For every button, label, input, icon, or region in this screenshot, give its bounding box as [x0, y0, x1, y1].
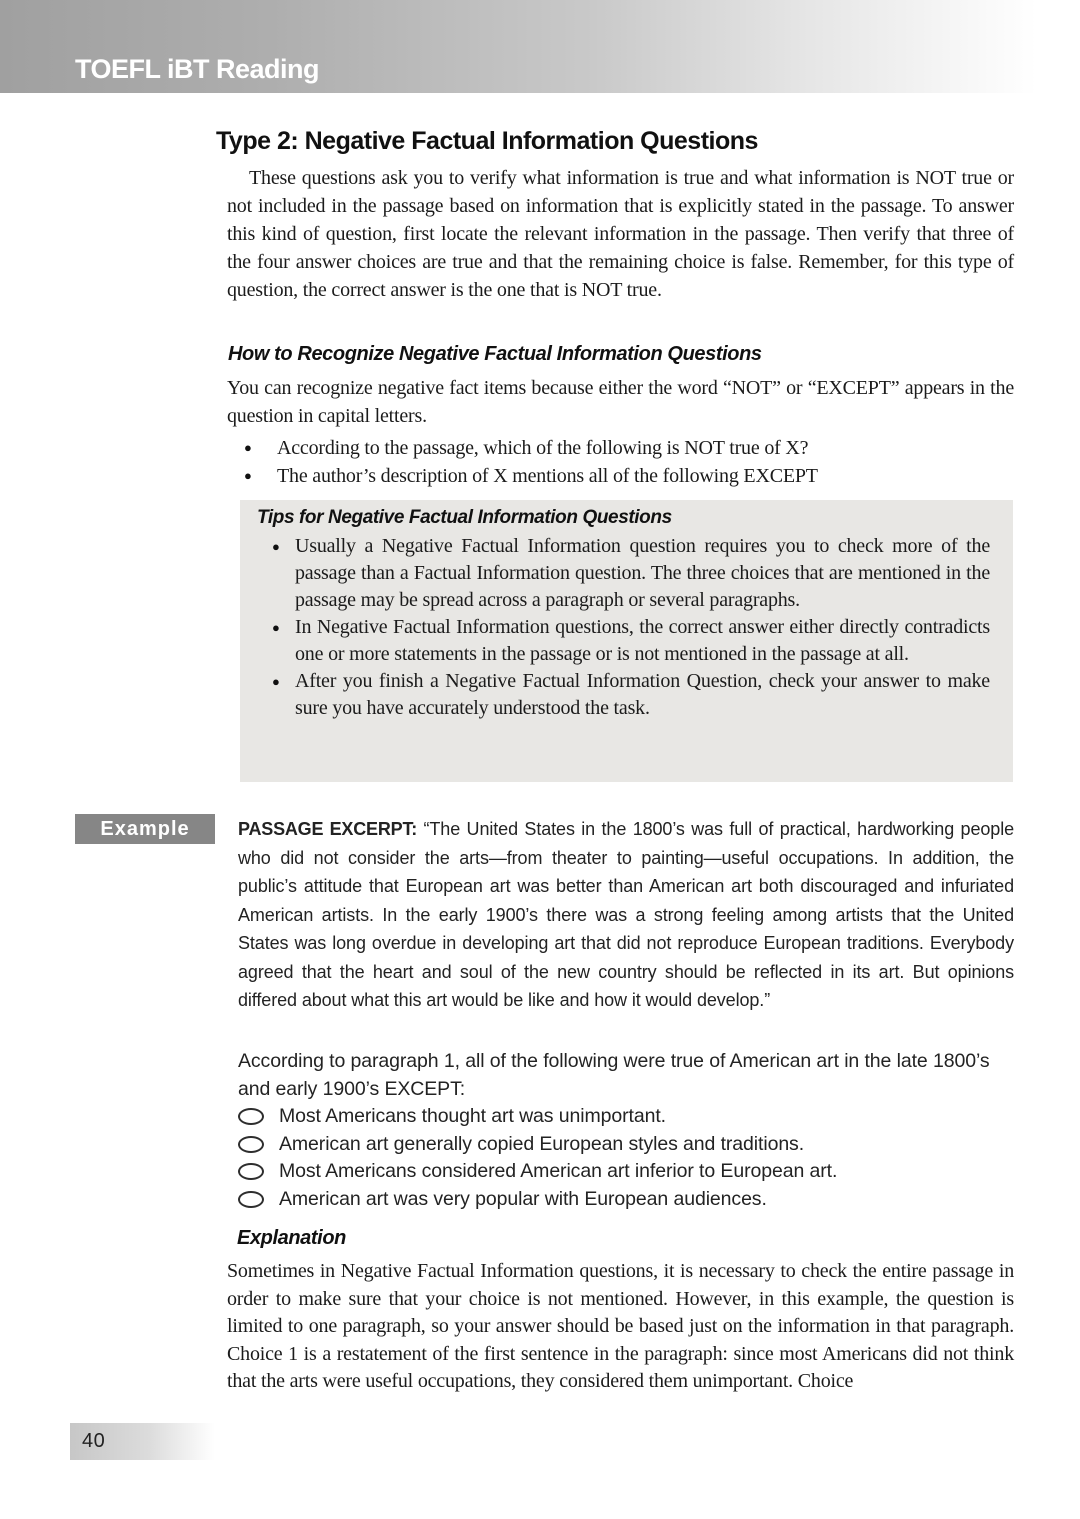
recognize-bullet-list [244, 434, 818, 490]
list-item [244, 462, 818, 490]
answer-oval-icon[interactable] [238, 1163, 264, 1180]
tips-box [240, 500, 1013, 782]
page-number: 40 [82, 1430, 106, 1452]
question-text: According to paragraph 1, all of the following were true of American art in the late 1800’s and early 1900’s EXCEPT: [238, 1050, 990, 1100]
intro-paragraph: These questions ask you to verify what information is true and what information is NOT true or not included in the passage based on information that is explicitly stated in the passage. To answer this kind of question, first locate the relevant information in the passage. Then verify that three of the four answer choices are true and that the remaining choice is false. Remember, for this type of question, the correct answer is the one that is NOT true. [227, 167, 1014, 301]
answer-choice[interactable] [238, 1103, 837, 1131]
bullet-dot-icon: ● [272, 620, 280, 635]
recognize-paragraph: You can recognize negative fact items because either the word “NOT” or “EXCEPT” appears in the question in capital letters. [227, 377, 1014, 427]
bullet-dot-icon: ● [244, 468, 252, 483]
bullet-text: After you finish a Negative Factual Information Question, check your answer to make sure you have accurately understood the task. [295, 670, 990, 719]
list-item [272, 533, 990, 614]
answer-oval-icon[interactable] [238, 1136, 264, 1153]
bullet-dot-icon: ● [272, 674, 280, 689]
bullet-dot-icon: ● [272, 539, 280, 554]
answer-choice[interactable] [238, 1186, 837, 1214]
list-item [244, 434, 818, 462]
page-header-band [0, 0, 1080, 93]
bullet-dot-icon: ● [244, 440, 252, 455]
section-title: Type 2: Negative Factual Information Questions [216, 127, 758, 155]
recognize-heading: How to Recognize Negative Factual Information Questions [228, 343, 762, 365]
bullet-text: In Negative Factual Information questions, the correct answer either directly contradicts one or more statements in the passage or is not mentioned in the passage at all. [295, 616, 990, 665]
page-number-band [70, 1423, 215, 1460]
answer-choice-text: American art was very popular with European audiences. [279, 1187, 767, 1210]
passage-excerpt-label: PASSAGE EXCERPT: [238, 819, 418, 839]
tips-heading: Tips for Negative Factual Information Questions [257, 507, 672, 528]
explanation-paragraph: Sometimes in Negative Factual Information questions, it is necessary to check the entire passage in order to make sure that your choice is not mentioned. However, in this example, the question is limited to one paragraph, so your answer should be based just on the information in that paragraph. Choice 1 is a restatement of the first sentence in the paragraph: since most Americans did not think that the arts were useful occupations, they considered them unimportant. Choice [227, 1260, 1014, 1392]
answer-choice[interactable] [238, 1131, 837, 1159]
answer-choice-text: American art generally copied European styles and traditions. [279, 1132, 805, 1155]
passage-excerpt-text: “The United States in the 1800’s was full of practical, hardworking people who did not consider the arts—from theater to painting—useful occupations. In addition, the public’s attitude that European art was better than American art both discouraged and infuriated American artists. In the early 1900’s there was a strong feeling among artists that the United States was long overdue in developing art that did not reproduce European traditions. Everybody agreed that the heart and soul of the new country should be reflected in its art. But opinions differed about what this art would be like and how it would develop.” [238, 819, 1015, 1010]
list-item [272, 668, 990, 722]
bullet-text: The author’s description of X mentions all of the following EXCEPT [277, 465, 818, 487]
answer-choice-text: Most Americans thought art was unimportant. [279, 1105, 666, 1128]
chapter-title: TOEFL iBT Reading [75, 54, 320, 84]
bullet-text: Usually a Negative Factual Information question requires you to check more of the passage than a Factual Information question. The three choices that are mentioned in the passage may be spread across a paragraph or several paragraphs. [295, 535, 990, 611]
bullet-text: According to the passage, which of the following is NOT true of X? [277, 437, 809, 459]
answer-choice[interactable] [238, 1158, 837, 1186]
explanation-heading: Explanation [237, 1227, 346, 1249]
answer-choice-text: Most Americans considered American art inferior to European art. [279, 1160, 838, 1183]
tips-bullet-list [257, 533, 990, 722]
passage-excerpt [238, 815, 1014, 1015]
answer-oval-icon[interactable] [238, 1108, 264, 1125]
answer-choice-list [238, 1103, 837, 1213]
example-badge [75, 814, 215, 844]
example-badge-label: Example [100, 817, 190, 840]
answer-oval-icon[interactable] [238, 1191, 264, 1208]
list-item [272, 614, 990, 668]
